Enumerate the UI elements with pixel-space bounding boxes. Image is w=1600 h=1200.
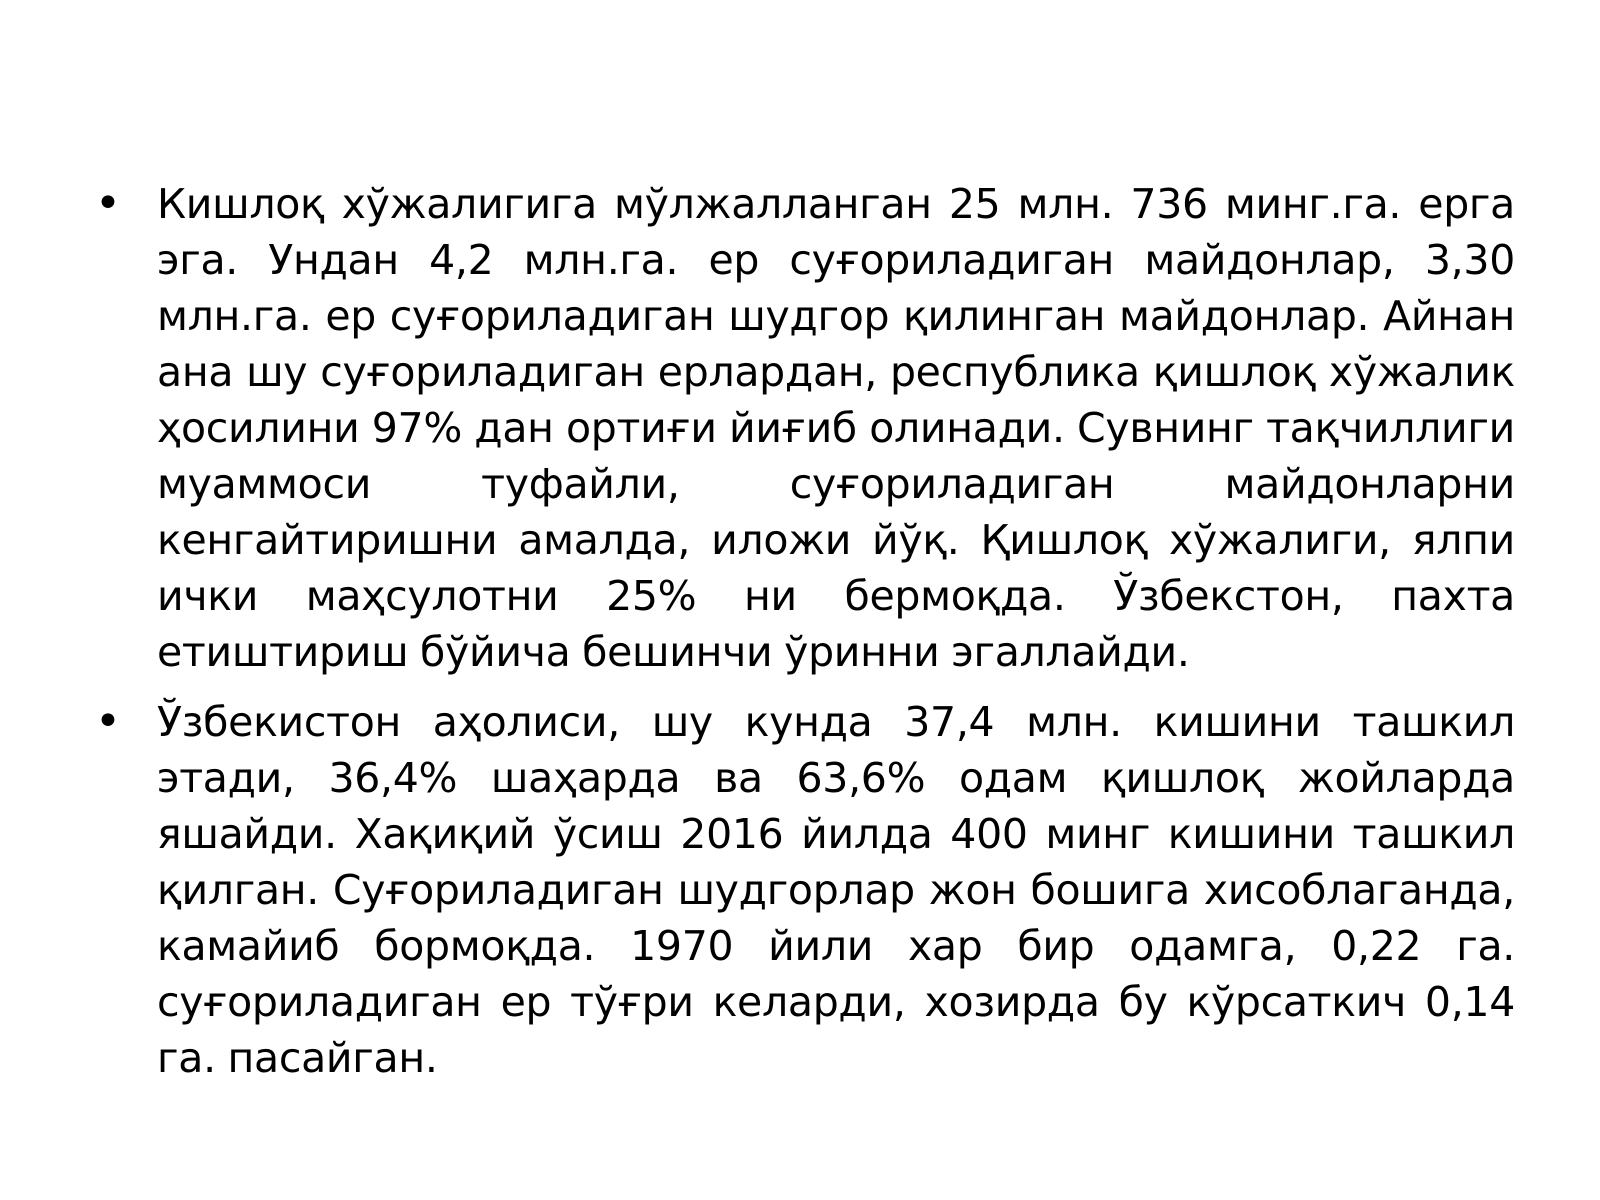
bullet-list — [95, 176, 1515, 1086]
bullet-marker: • — [95, 696, 121, 747]
bullet-item-land — [95, 176, 1515, 680]
bullet-text-population: Ўзбекистон аҳолиси, шу кунда 37,4 млн. кишини ташкил этади, 36,4% шаҳарда ва 63,6% одам қишлоқ жойларда яшайди. Хақиқий ўсиш 2016 йилда 400 минг кишини ташкил қилган. Суғориладиган шудгорлар жон бошига хисоблаганда, камайиб бормоқда. 1970 йили хар бир одамга, 0,22 га. суғориладиган ер тўғри келарди, хозирда бу кўрсаткич 0,14 га. пасайган. — [157, 698, 1515, 1082]
bullet-marker: • — [95, 178, 121, 229]
bullet-item-population — [95, 694, 1515, 1086]
slide-body — [95, 176, 1515, 1100]
bullet-text-land: Кишлоқ хўжалигига мўлжалланган 25 млн. 736 минг.га. ерга эга. Ундан 4,2 млн.га. ер суғориладиган майдонлар, 3,30 млн.га. ер суғориладиган шудгор қилинган майдонлар. Айнан ана шу суғориладиган ерлардан, республика қишлоқ хўжалик ҳосилини 97% дан ортиғи йиғиб олинади. Сувнинг тақчиллиги муаммоси туфайли, суғориладиган майдонларни кенгайтиришни амалда, иложи йўқ. Қишлоқ хўжалиги, ялпи ички маҳсулотни 25% ни бермоқда. Ўзбекстон, пахта етиштириш бўйича бешинчи ўринни эгаллайди. — [157, 180, 1515, 676]
